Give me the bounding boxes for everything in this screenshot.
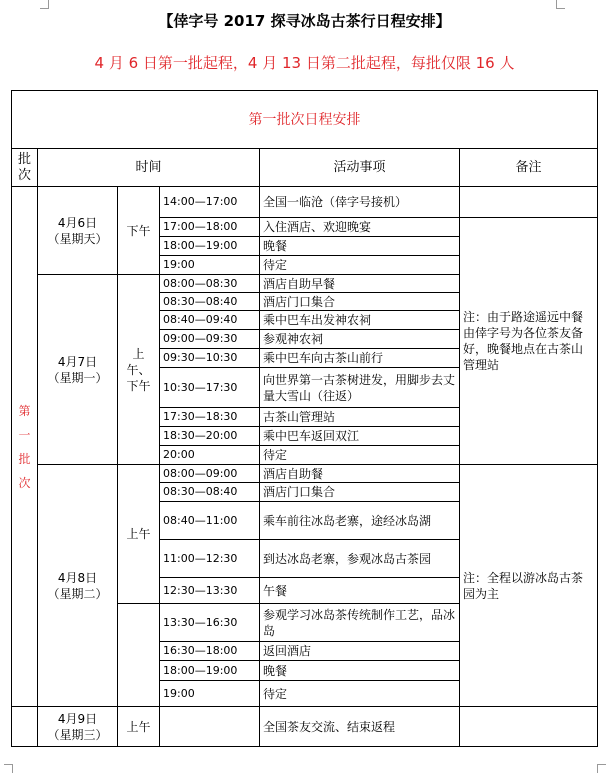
day-cell: 4月9日 （星期三） — [38, 707, 118, 747]
activity-cell: 酒店自助早餐 — [260, 275, 460, 293]
activity-cell: 乘中巴车出发神农祠 — [260, 311, 460, 330]
activity-cell: 乘中巴车向古茶山前行 — [260, 349, 460, 368]
activity-cell: 到达冰岛老寨，参观冰岛古茶园 — [260, 540, 460, 578]
header-batch: 批次 — [12, 149, 38, 187]
time-cell: 17:30—18:30 — [160, 408, 260, 427]
time-cell: 08:40—11:00 — [160, 502, 260, 540]
period-cell — [118, 604, 160, 707]
page-title: 【倖字号 2017 探寻冰岛古茶行日程安排】 — [158, 12, 451, 30]
note-cell — [460, 187, 598, 218]
page-corner-mark — [597, 764, 606, 773]
activity-cell: 待定 — [260, 681, 460, 707]
header-note: 备注 — [460, 149, 598, 187]
time-cell: 20:00 — [160, 446, 260, 465]
period-cell: 上午、下午 — [118, 275, 160, 465]
note-cell — [460, 707, 598, 747]
period-cell: 上午 — [118, 707, 160, 747]
activity-cell: 入住酒店、欢迎晚宴 — [260, 218, 460, 237]
note-cell: 注：全程以游冰岛古茶园为主 — [460, 465, 598, 707]
time-cell: 10:30—17:30 — [160, 368, 260, 408]
time-cell: 13:30—16:30 — [160, 604, 260, 642]
time-cell: 11:00—12:30 — [160, 540, 260, 578]
time-cell: 08:00—08:30 — [160, 275, 260, 293]
time-cell: 16:30—18:00 — [160, 642, 260, 661]
day-cell: 4月7日 （星期一） — [38, 275, 118, 465]
activity-cell: 午餐 — [260, 578, 460, 604]
time-cell: 18:00—19:00 — [160, 237, 260, 256]
page-corner-mark — [556, 0, 565, 9]
period-cell: 上午 — [118, 465, 160, 604]
header-activity: 活动事项 — [260, 149, 460, 187]
activity-cell: 晚餐 — [260, 661, 460, 681]
time-cell: 17:00—18:00 — [160, 218, 260, 237]
day-cell: 4月8日 （星期二） — [38, 465, 118, 707]
header-time: 时间 — [38, 149, 260, 187]
activity-cell: 古茶山管理站 — [260, 408, 460, 427]
time-cell: 09:30—10:30 — [160, 349, 260, 368]
page-subtitle: 4 月 6 日第一批起程，4 月 13 日第二批起程，每批仅限 16 人 — [94, 54, 515, 72]
activity-cell: 酒店门口集合 — [260, 293, 460, 311]
time-cell: 08:40—09:40 — [160, 311, 260, 330]
activity-cell: 酒店门口集合 — [260, 483, 460, 502]
activity-cell: 全国一临沧（倖字号接机） — [260, 187, 460, 218]
batch-label: 第一批次 — [12, 187, 38, 707]
note-cell: 注：由于路途遥远中餐由倖字号为各位茶友备好，晚餐地点在古茶山管理站 — [460, 218, 598, 465]
page-corner-mark — [40, 0, 49, 9]
time-cell: 19:00 — [160, 681, 260, 707]
activity-cell: 返回酒店 — [260, 642, 460, 661]
batch-heading: 第一批次日程安排 — [12, 91, 598, 149]
period-cell: 下午 — [118, 187, 160, 275]
activity-cell: 待定 — [260, 256, 460, 275]
activity-cell: 乘中巴车返回双江 — [260, 427, 460, 446]
batch-cell — [12, 707, 38, 747]
activity-cell: 晚餐 — [260, 237, 460, 256]
time-cell: 18:30—20:00 — [160, 427, 260, 446]
activity-cell: 全国茶友交流、结束返程 — [260, 707, 460, 747]
time-cell: 08:00—09:00 — [160, 465, 260, 483]
time-cell: 19:00 — [160, 256, 260, 275]
activity-cell: 参观神农祠 — [260, 330, 460, 349]
activity-cell: 待定 — [260, 446, 460, 465]
schedule-table — [11, 90, 598, 747]
time-cell: 18:00—19:00 — [160, 661, 260, 681]
time-cell: 12:30—13:30 — [160, 578, 260, 604]
activity-cell: 参观学习冰岛茶传统制作工艺，品冰岛 — [260, 604, 460, 642]
time-cell — [160, 707, 260, 747]
time-cell: 08:30—08:40 — [160, 293, 260, 311]
activity-cell: 向世界第一古茶树进发，用脚步去丈量大雪山（往返） — [260, 368, 460, 408]
time-cell: 08:30—08:40 — [160, 483, 260, 502]
time-cell: 09:00—09:30 — [160, 330, 260, 349]
page-corner-mark — [4, 764, 13, 773]
day-cell: 4月6日 （星期天） — [38, 187, 118, 275]
time-cell: 14:00—17:00 — [160, 187, 260, 218]
activity-cell: 酒店自助餐 — [260, 465, 460, 483]
activity-cell: 乘车前往冰岛老寨，途经冰岛湖 — [260, 502, 460, 540]
